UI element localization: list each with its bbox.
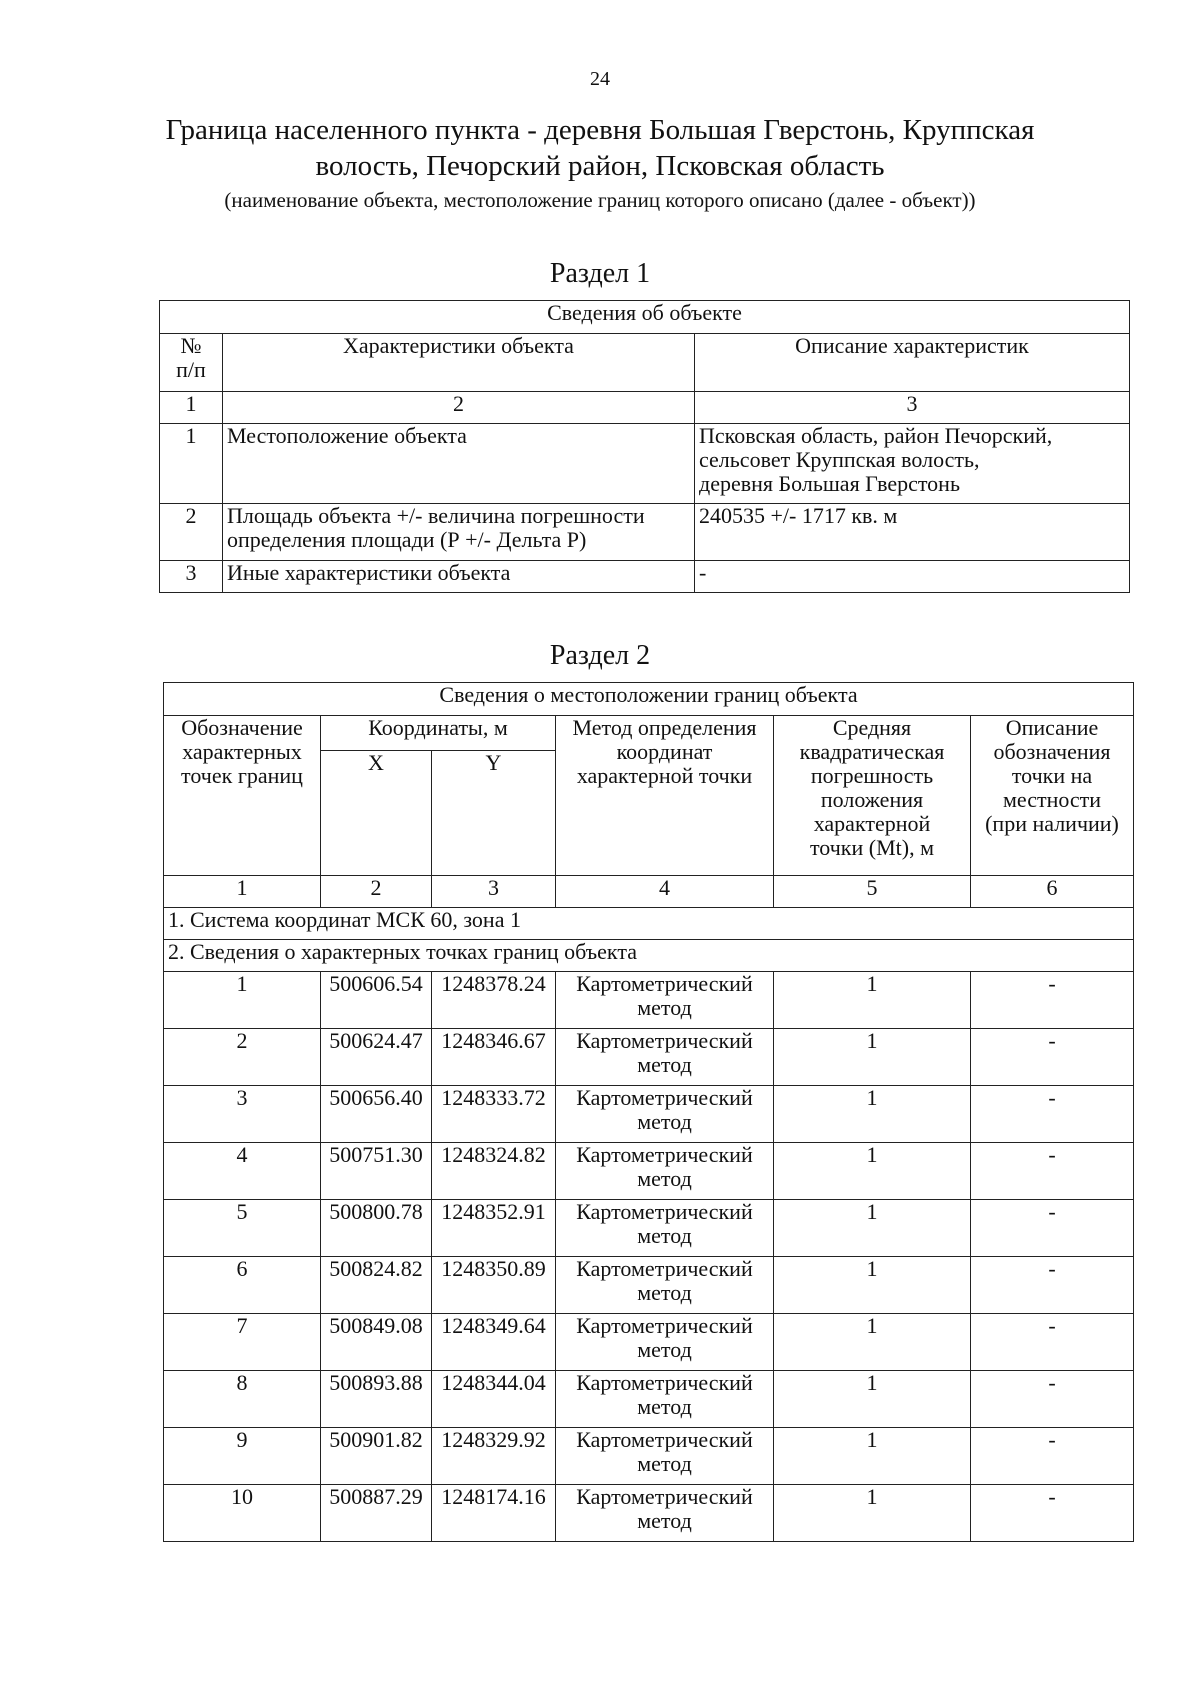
point-y: 1248346.67	[432, 1029, 556, 1086]
column-header-no: № п/п	[160, 334, 223, 392]
object-info-table	[159, 300, 1130, 593]
point-method: Картометрический метод	[556, 972, 774, 1029]
column-header-x: X	[321, 751, 432, 876]
column-number: 3	[695, 392, 1130, 424]
point-x: 500751.30	[321, 1143, 432, 1200]
points-body	[164, 972, 1134, 1542]
table-row	[160, 561, 1130, 593]
table-row	[164, 1200, 1134, 1257]
point-y: 1248333.72	[432, 1086, 556, 1143]
point-method: Картометрический метод	[556, 1428, 774, 1485]
title-line-1: Граница населенного пункта - деревня Большая Гверстонь, Круппская	[165, 114, 1035, 146]
column-header-characteristics: Характеристики объекта	[223, 334, 695, 392]
point-id: 10	[164, 1485, 321, 1542]
characteristic-value: Псковская область, район Печорский, сельсовет Круппская волость, деревня Большая Гверстонь	[695, 424, 1130, 504]
column-header-coordinates: Координаты, м	[321, 716, 556, 751]
section-2-heading: Раздел 2	[549, 640, 651, 671]
boundary-points-table	[163, 682, 1134, 1542]
row-number: 1	[160, 424, 223, 504]
points-info-row: 2. Сведения о характерных точках границ объекта	[164, 940, 1134, 972]
point-id: 1	[164, 972, 321, 1029]
point-x: 500887.29	[321, 1485, 432, 1542]
document-title	[100, 112, 1100, 184]
point-mt: 1	[774, 1314, 971, 1371]
point-mt: 1	[774, 1371, 971, 1428]
table-title: Сведения о местоположении границ объекта	[164, 683, 1134, 716]
point-y: 1248349.64	[432, 1314, 556, 1371]
point-description: -	[971, 1485, 1134, 1542]
point-x: 500800.78	[321, 1200, 432, 1257]
point-mt: 1	[774, 1257, 971, 1314]
point-mt: 1	[774, 1086, 971, 1143]
point-description: -	[971, 1029, 1134, 1086]
point-id: 2	[164, 1029, 321, 1086]
point-description: -	[971, 1428, 1134, 1485]
point-method: Картометрический метод	[556, 1029, 774, 1086]
point-id: 8	[164, 1371, 321, 1428]
point-id: 3	[164, 1086, 321, 1143]
section-1-heading: Раздел 1	[549, 258, 651, 289]
point-description: -	[971, 1257, 1134, 1314]
characteristic-name: Местоположение объекта	[223, 424, 695, 504]
point-mt: 1	[774, 1485, 971, 1542]
column-header-error: Средняя квадратическая погрешность положения характерной точки (Mt), м	[774, 716, 971, 876]
column-number: 3	[432, 876, 556, 908]
column-header-description: Описание характеристик	[695, 334, 1130, 392]
coordinate-system-row: 1. Система координат МСК 60, зона 1	[164, 908, 1134, 940]
column-number: 2	[321, 876, 432, 908]
row-number: 3	[160, 561, 223, 593]
table-row	[164, 1371, 1134, 1428]
point-method: Картометрический метод	[556, 1143, 774, 1200]
table-row	[160, 424, 1130, 504]
table-title: Сведения об объекте	[160, 301, 1130, 334]
column-header-method: Метод определения координат характерной точки	[556, 716, 774, 876]
column-number: 1	[164, 876, 321, 908]
column-number: 2	[223, 392, 695, 424]
point-method: Картометрический метод	[556, 1485, 774, 1542]
point-x: 500624.47	[321, 1029, 432, 1086]
characteristic-value: -	[695, 561, 1130, 593]
table-row	[164, 1086, 1134, 1143]
point-description: -	[971, 1314, 1134, 1371]
point-id: 7	[164, 1314, 321, 1371]
point-id: 4	[164, 1143, 321, 1200]
table-row	[164, 1428, 1134, 1485]
column-number: 1	[160, 392, 223, 424]
point-mt: 1	[774, 1143, 971, 1200]
table-row	[160, 504, 1130, 561]
point-x: 500656.40	[321, 1086, 432, 1143]
point-y: 1248174.16	[432, 1485, 556, 1542]
point-y: 1248378.24	[432, 972, 556, 1029]
point-y: 1248344.04	[432, 1371, 556, 1428]
point-id: 6	[164, 1257, 321, 1314]
point-mt: 1	[774, 972, 971, 1029]
column-header-y: Y	[432, 751, 556, 876]
point-description: -	[971, 1143, 1134, 1200]
row-number: 2	[160, 504, 223, 561]
point-description: -	[971, 972, 1134, 1029]
title-line-2: волость, Печорский район, Псковская область	[315, 150, 885, 182]
point-x: 500901.82	[321, 1428, 432, 1485]
table-row	[164, 1029, 1134, 1086]
page-number: 24	[590, 68, 610, 90]
point-y: 1248352.91	[432, 1200, 556, 1257]
table-row	[164, 1485, 1134, 1542]
point-x: 500606.54	[321, 972, 432, 1029]
characteristic-name: Иные характеристики объекта	[223, 561, 695, 593]
point-method: Картометрический метод	[556, 1371, 774, 1428]
characteristic-value: 240535 +/- 1717 кв. м	[695, 504, 1130, 561]
column-number: 5	[774, 876, 971, 908]
point-description: -	[971, 1371, 1134, 1428]
column-header-points: Обозначение характерных точек границ	[164, 716, 321, 876]
point-description: -	[971, 1200, 1134, 1257]
point-method: Картометрический метод	[556, 1314, 774, 1371]
point-y: 1248324.82	[432, 1143, 556, 1200]
point-x: 500893.88	[321, 1371, 432, 1428]
point-id: 9	[164, 1428, 321, 1485]
point-x: 500849.08	[321, 1314, 432, 1371]
point-method: Картометрический метод	[556, 1200, 774, 1257]
point-description: -	[971, 1086, 1134, 1143]
point-method: Картометрический метод	[556, 1086, 774, 1143]
table-row	[164, 1257, 1134, 1314]
table-row	[164, 1143, 1134, 1200]
document-subtitle: (наименование объекта, местоположение границ которого описано (далее - объект))	[224, 188, 976, 212]
point-id: 5	[164, 1200, 321, 1257]
table-row	[164, 972, 1134, 1029]
point-mt: 1	[774, 1029, 971, 1086]
column-number: 6	[971, 876, 1134, 908]
point-x: 500824.82	[321, 1257, 432, 1314]
point-mt: 1	[774, 1200, 971, 1257]
column-header-description: Описание обозначения точки на местности (при наличии)	[971, 716, 1134, 876]
point-method: Картометрический метод	[556, 1257, 774, 1314]
point-y: 1248329.92	[432, 1428, 556, 1485]
characteristic-name: Площадь объекта +/- величина погрешности определения площади (Р +/- Дельта Р)	[223, 504, 695, 561]
column-number: 4	[556, 876, 774, 908]
point-mt: 1	[774, 1428, 971, 1485]
point-y: 1248350.89	[432, 1257, 556, 1314]
table-row	[164, 1314, 1134, 1371]
